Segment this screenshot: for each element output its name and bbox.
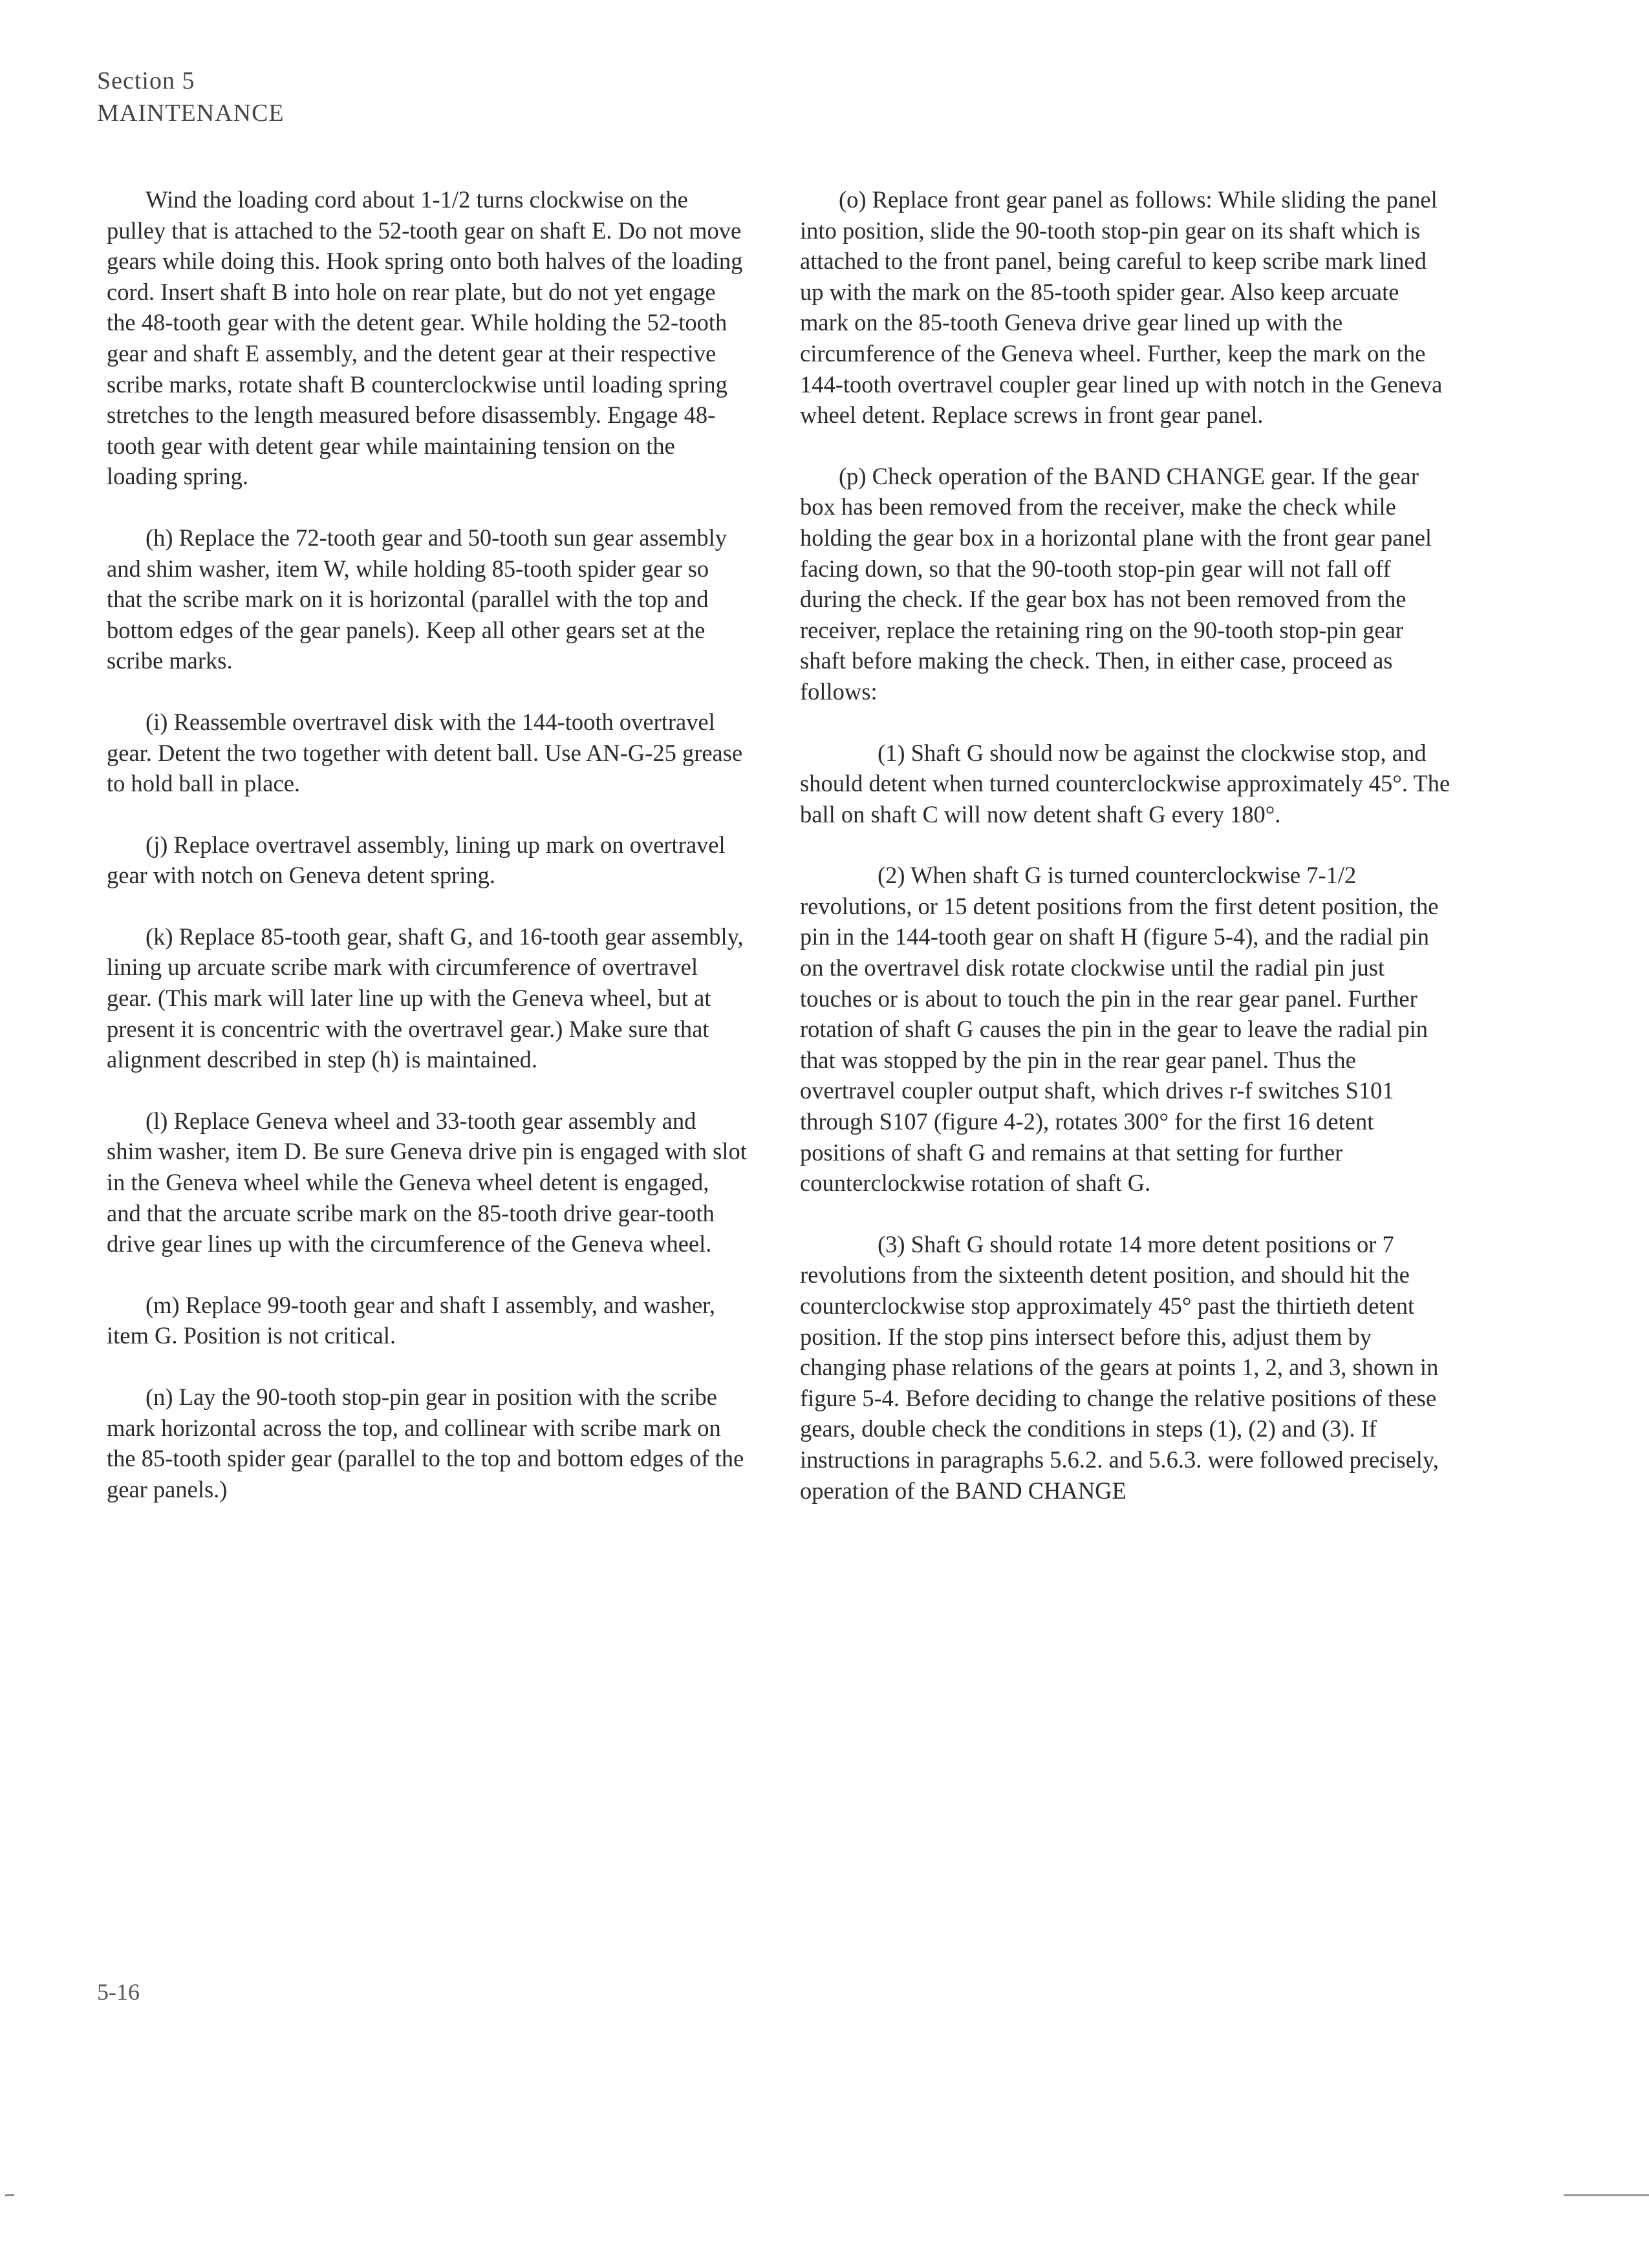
page-header bbox=[97, 65, 285, 129]
paragraph-step-l: (l) Replace Geneva wheel and 33-tooth gear assembly and shim washer, item D. Be sure Geneva drive pin is engaged with slot in the Geneva wheel while the Geneva wheel detent is engaged, and that the arcuate scribe mark on the 85-tooth drive gear-tooth drive gear lines up with the circumference of the Geneva wheel. bbox=[107, 1107, 747, 1257]
section-label: Section 5 bbox=[97, 67, 195, 94]
paragraph-substep-3: (3) Shaft G should rotate 14 more detent positions or 7 revolutions from the sixteenth detent position, and should hit the counterclockwise stop approximately 45° past the thirtieth detent position. If the stop pins intersect before this, adjust them by changing phase relations of the gears at points 1, 2, and 3, shown in figure 5-4. Before deciding to change the relative positions of these gears, double check the conditions in steps (1), (2) and (3). If instructions in paragraphs 5.6.2. and 5.6.3. were followed precisely, operation of the BAND CHANGE bbox=[800, 1230, 1439, 1504]
scan-mark-left bbox=[5, 2194, 14, 2196]
paragraph-loading-cord: Wind the loading cord about 1-1/2 turns clockwise on the pulley that is attached to the 52-tooth gear on shaft E. Do not move gears while doing this. Hook spring onto both halves of the loading cord. Insert shaft B into hole on rear plate, but do not yet engage the 48-tooth gear with the detent gear. While holding the 52-tooth gear and shaft E assembly, and the detent gear at their respective scribe marks, rotate shaft B counterclockwise until loading spring stretches to the length measured before disassembly. Engage 48-tooth gear with detent gear while maintaining tension on the loading spring. bbox=[107, 186, 743, 490]
paragraph-step-m: (m) Replace 99-tooth gear and shaft I assembly, and washer, item G. Position is not critical. bbox=[107, 1291, 715, 1349]
paragraph-step-i: (i) Reassemble overtravel disk with the 144-tooth overtravel gear. Detent the two together with detent ball. Use AN-G-25 grease to hold ball in place. bbox=[107, 708, 743, 797]
paragraph-step-h: (h) Replace the 72-tooth gear and 50-tooth sun gear assembly and shim washer, item W, while holding 85-tooth spider gear so that the scribe mark on it is horizontal (parallel with the top and bottom edges of the gear panels). Keep all other gears set at the scribe marks. bbox=[107, 524, 727, 674]
scan-mark-right bbox=[1564, 2194, 1649, 2196]
page-number: 5-16 bbox=[97, 1979, 140, 2005]
paragraph-substep-1: (1) Shaft G should now be against the clockwise stop, and should detent when turned counterclockwise approximately 45°. The ball on shaft C will now detent shaft G every 180°. bbox=[800, 739, 1450, 828]
left-column bbox=[107, 184, 747, 1535]
paragraph-step-p: (p) Check operation of the BAND CHANGE gear. If the gear box has been removed from the receiver, make the check while holding the gear box in a horizontal plane with the front gear panel facing down, so that the 90-tooth stop-pin gear will not fall off during the check. If the gear box has not been removed from the receiver, replace the retaining ring on the 90-tooth stop-pin gear shaft before making the check. Then, in either case, proceed as follows: bbox=[800, 462, 1432, 705]
paragraph-step-o: (o) Replace front gear panel as follows: While sliding the panel into position, slide the 90-tooth stop-pin gear on its shaft which is attached to the front panel, being careful to keep scribe mark lined up with the mark on the 85-tooth spider gear. Also keep arcuate mark on the 85-tooth Geneva drive gear lined up with the circumference of the Geneva wheel. Further, keep the mark on the 144-tooth overtravel coupler gear lined up with notch in the Geneva wheel detent. Replace screws in front gear panel. bbox=[800, 186, 1443, 429]
paragraph-substep-2: (2) When shaft G is turned counterclockwise 7-1/2 revolutions, or 15 detent positions from the first detent position, the pin in the 144-tooth gear on shaft H (figure 5-4), and the radial pin on the overtravel disk rotate clockwise until the radial pin just touches or is about to touch the pin in the rear gear panel. Further rotation of shaft G causes the pin in the gear to leave the radial pin that was stopped by the pin in the rear gear panel. Thus the overtravel coupler output shaft, which drives r-f switches S101 through S107 (figure 4-2), rotates 300° for the first 16 detent positions of shaft G and remains at that setting for further counterclockwise rotation of shaft G. bbox=[800, 862, 1439, 1197]
paragraph-step-n: (n) Lay the 90-tooth stop-pin gear in position with the scribe mark horizontal across the top, and collinear with scribe mark on the 85-tooth spider gear (parallel to the top and bottom edges of the gear panels.) bbox=[107, 1384, 744, 1503]
paragraph-step-j: (j) Replace overtravel assembly, lining up mark on overtravel gear with notch on Geneva detent spring. bbox=[107, 831, 726, 889]
right-column bbox=[800, 184, 1453, 1536]
section-title: MAINTENANCE bbox=[97, 100, 285, 127]
paragraph-step-k: (k) Replace 85-tooth gear, shaft G, and 16-tooth gear assembly, lining up arcuate scribe mark with circumference of overtravel gear. (This mark will later line up with the Geneva wheel, but at present it is concentric with the overtravel gear.) Make sure that alignment described in step (h) is maintained. bbox=[107, 923, 744, 1073]
